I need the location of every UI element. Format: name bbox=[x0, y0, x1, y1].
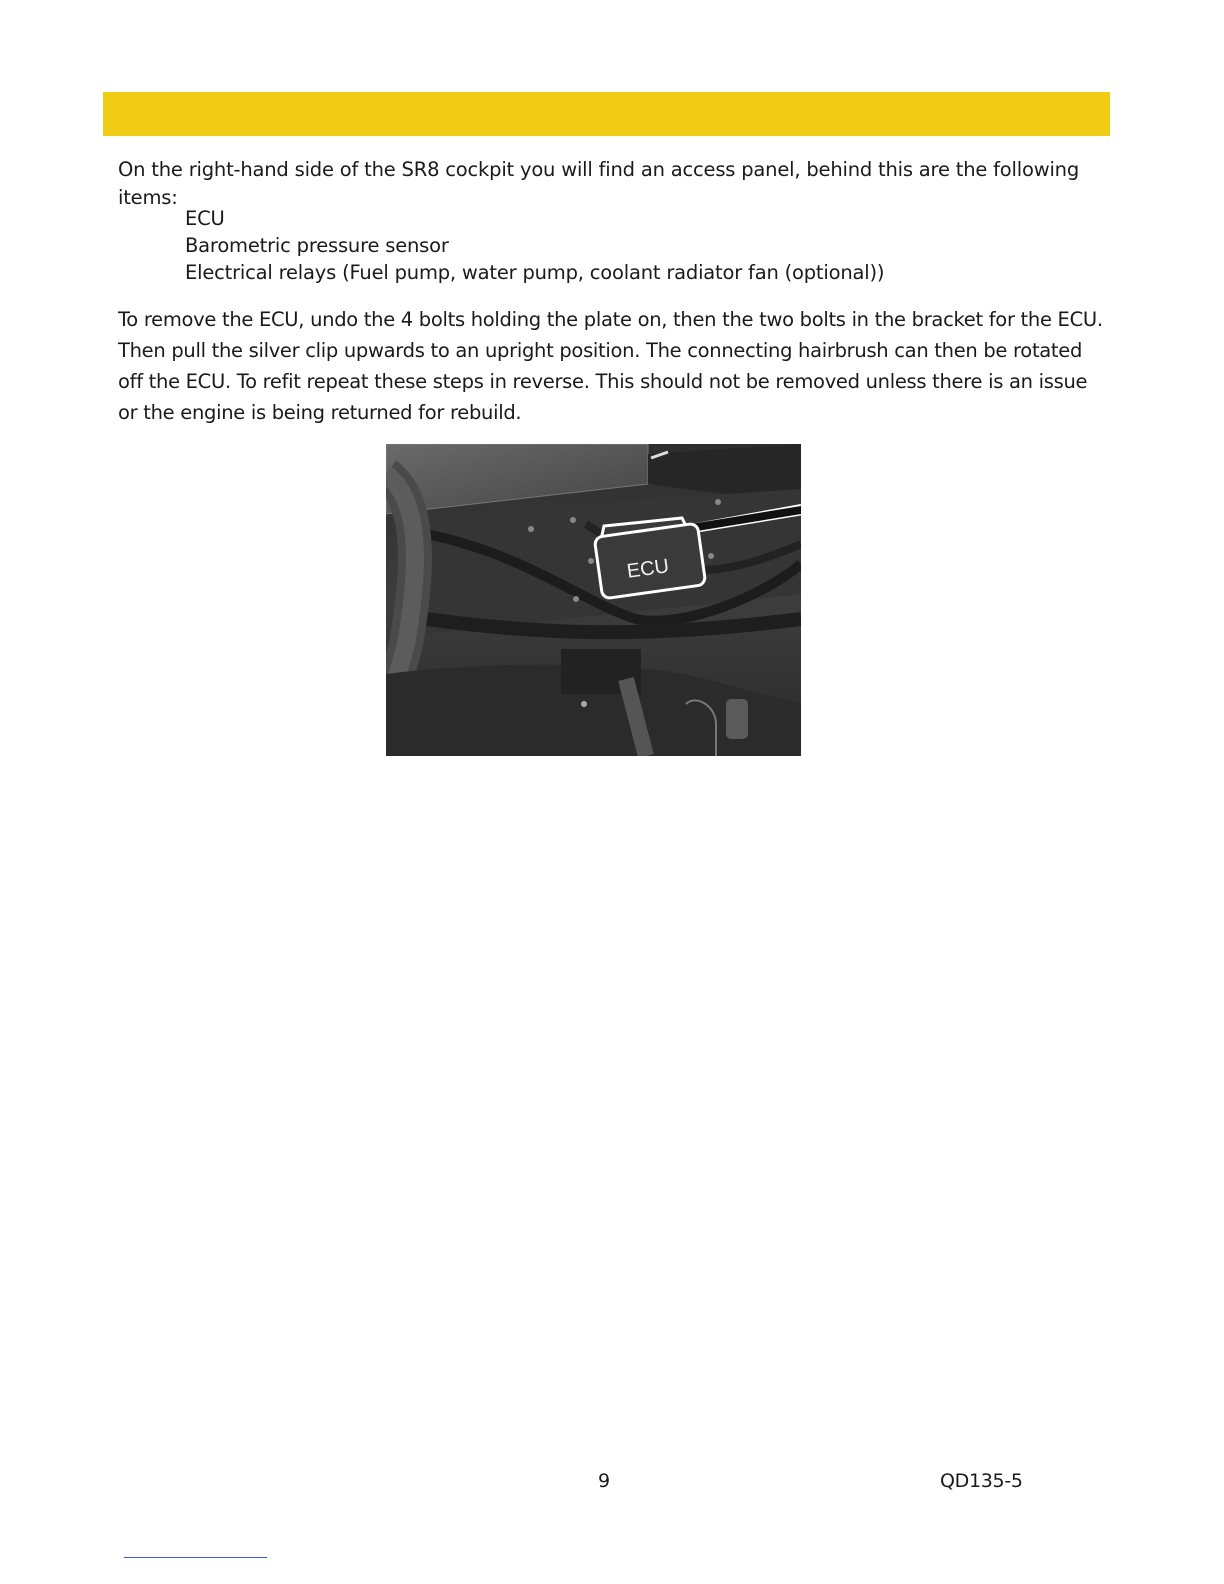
page-number: 9 bbox=[598, 1470, 611, 1492]
document-code: QD135-5 bbox=[940, 1470, 1023, 1492]
intro-paragraph: On the right-hand side of the SR8 cockpit you will find an access panel, behind this are the following items: bbox=[118, 158, 1080, 209]
cockpit-photo bbox=[386, 444, 801, 756]
list-item: Barometric pressure sensor bbox=[185, 234, 449, 257]
list-item: ECU bbox=[185, 207, 225, 230]
footnote-divider bbox=[124, 1557, 267, 1558]
section-header-bar bbox=[103, 92, 1110, 136]
removal-instructions: To remove the ECU, undo the 4 bolts holding the plate on, then the two bolts in the bracket for the ECU. Then pull the silver clip upwards to an upright position. The connecting hairbrush can then be rotated off the ECU. To refit repeat these steps in reverse. This should not be removed unless there is an issue or the engine is being returned for rebuild. bbox=[118, 308, 1103, 424]
ecu-callout-label: ECU bbox=[625, 555, 671, 583]
list-item: Electrical relays (Fuel pump, water pump, coolant radiator fan (optional)) bbox=[185, 261, 885, 284]
component-list bbox=[185, 205, 884, 286]
